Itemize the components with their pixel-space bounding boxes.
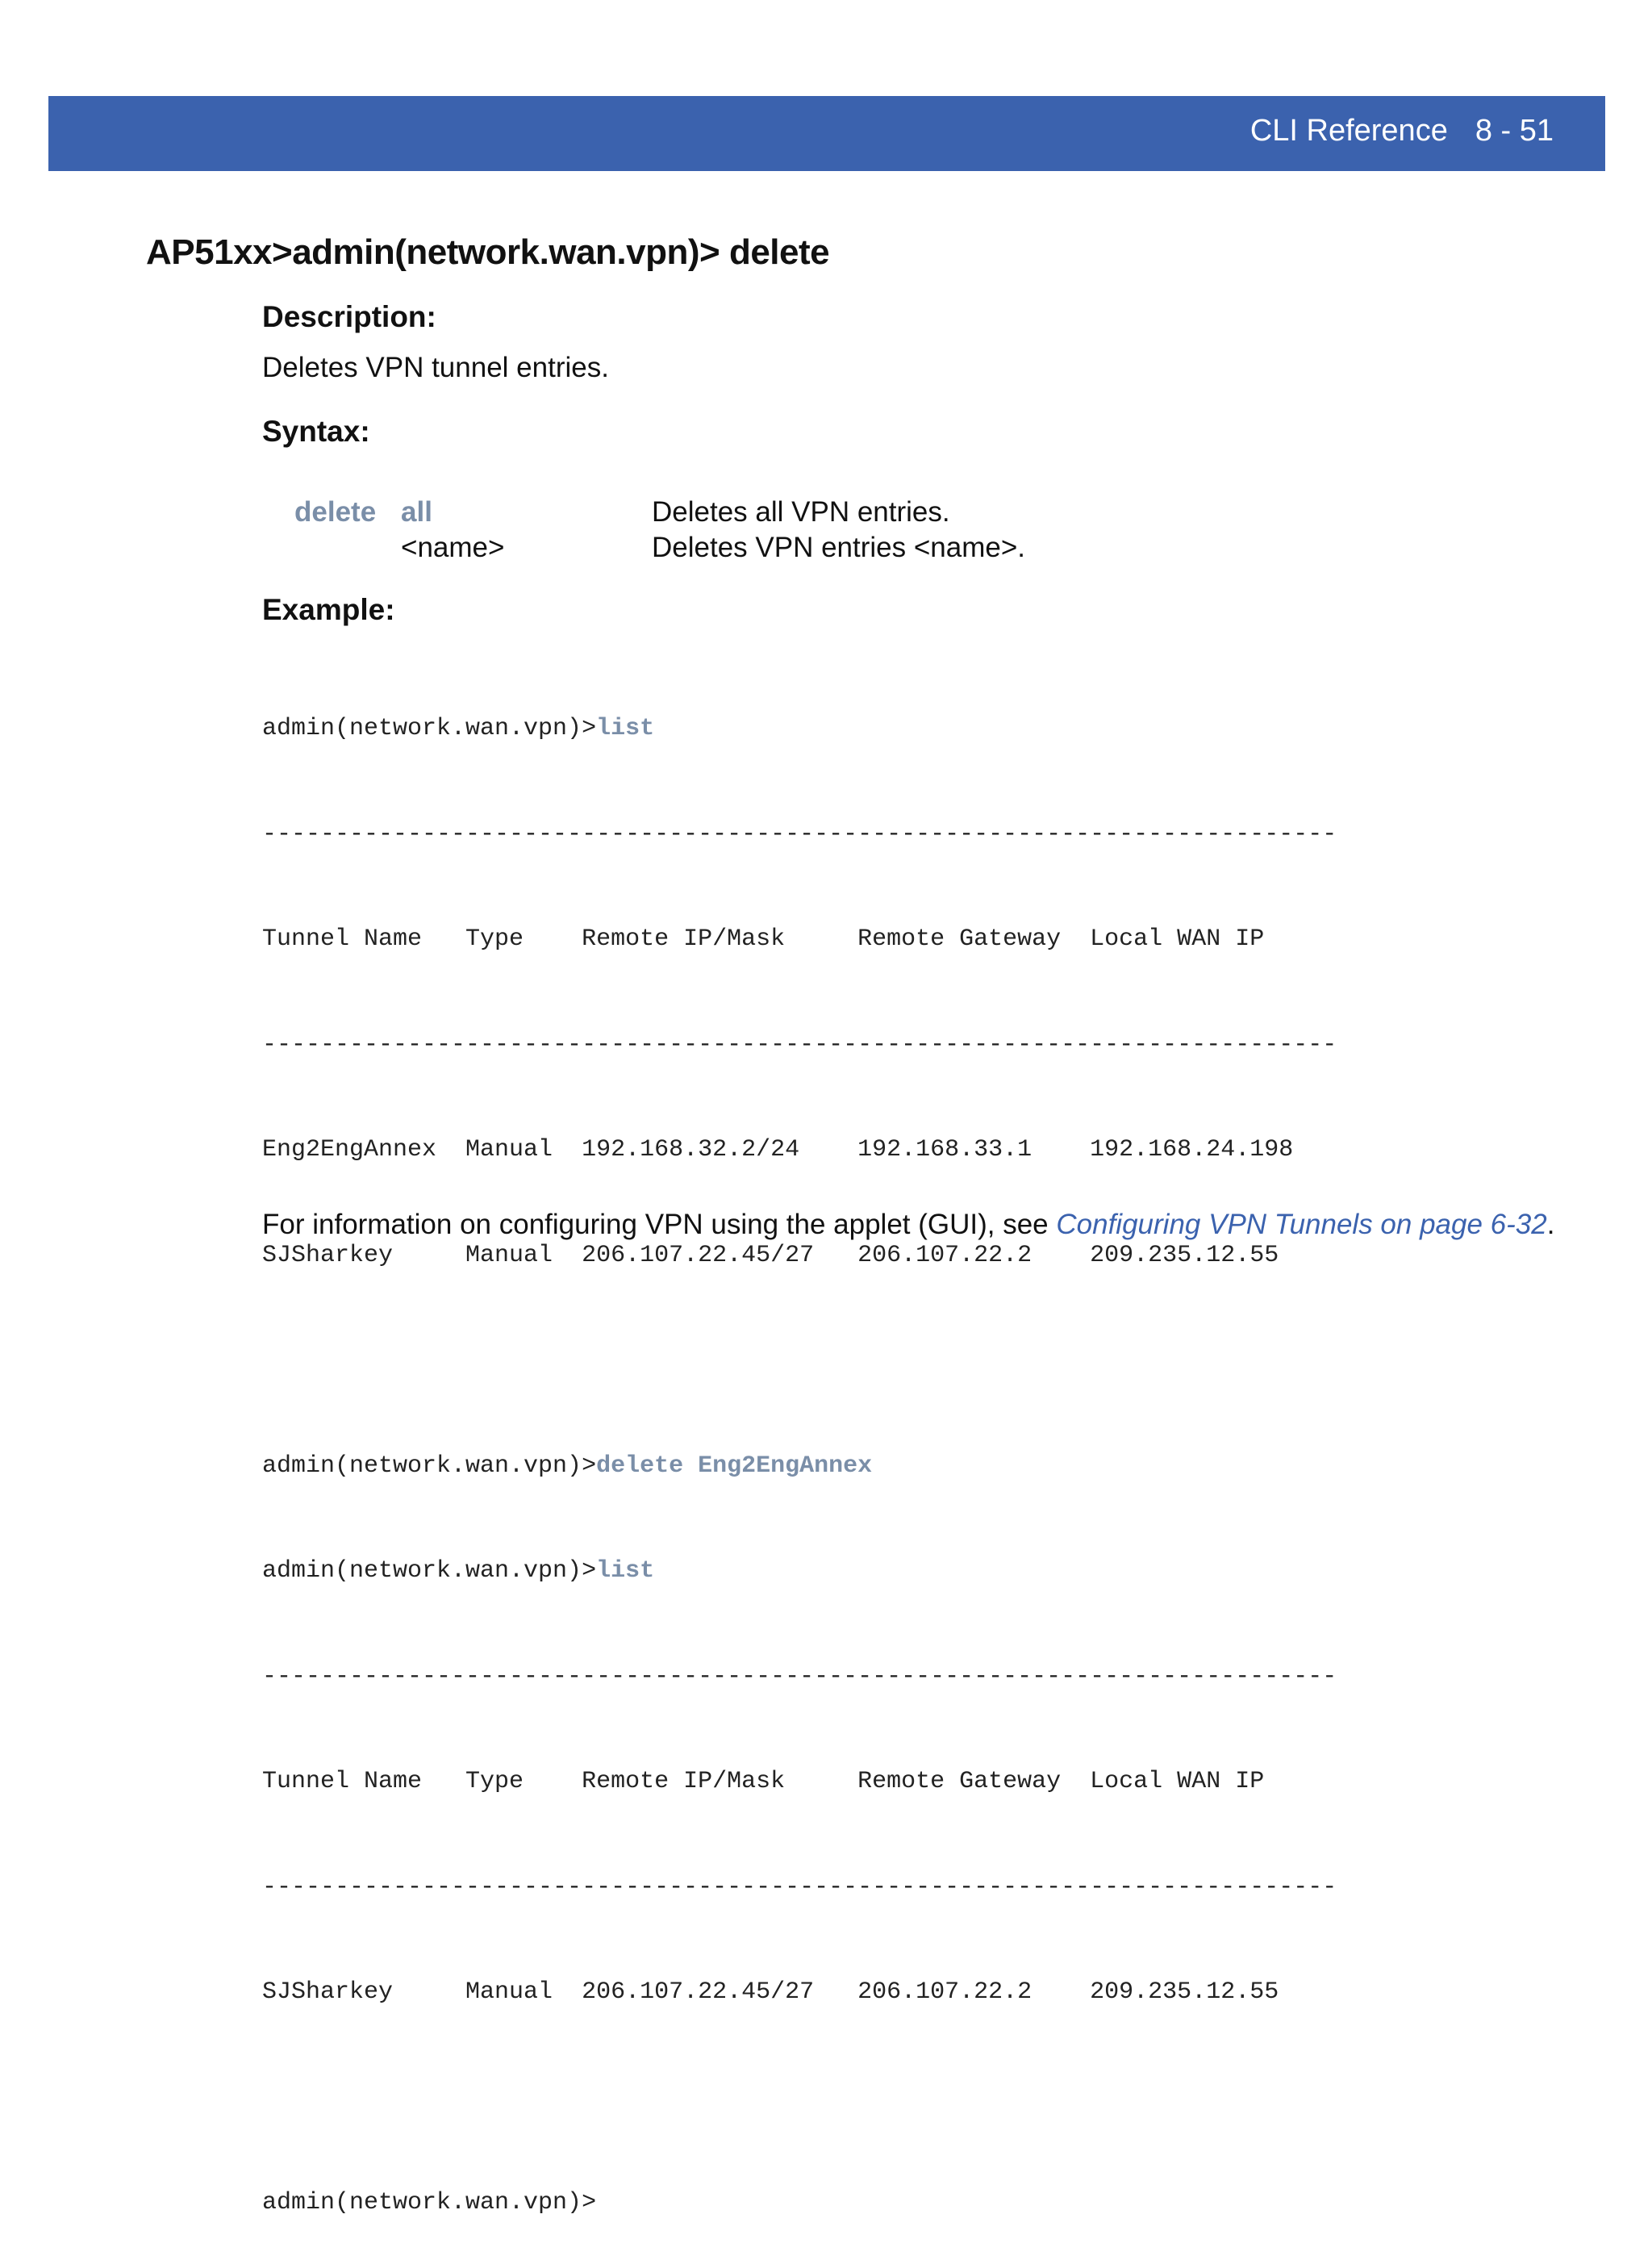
code-line-prompt-list: admin(network.wan.vpn)>list xyxy=(262,715,655,742)
syntax-param-all: all xyxy=(401,496,432,528)
code-table-header: Tunnel Name Type Remote IP/Mask Remote Gateway Local WAN IP xyxy=(262,925,1265,953)
footer-note xyxy=(262,1209,1554,1241)
page-header xyxy=(48,96,1605,171)
example-heading: Example: xyxy=(262,593,395,626)
header-section-title: CLI Reference xyxy=(1249,114,1448,148)
code-separator: -------------------------------------------------------------------------- xyxy=(262,1873,1337,1901)
cross-reference-link[interactable]: Configuring VPN Tunnels on page 6-32 xyxy=(1056,1209,1547,1240)
syntax-command: delete xyxy=(294,496,377,528)
code-line-prompt-list: admin(network.wan.vpn)>list xyxy=(262,1557,655,1585)
footer-note-text: For information on configuring VPN using the applet (GUI), see xyxy=(262,1209,1057,1240)
code-line-prompt-final: admin(network.wan.vpn)> xyxy=(262,2189,597,2216)
description-heading: Description: xyxy=(262,300,436,333)
syntax-desc-name: Deletes VPN entries <name>. xyxy=(652,532,1026,563)
code-separator: -------------------------------------------------------------------------- xyxy=(262,820,1337,848)
code-cmd-list: list xyxy=(596,715,655,742)
syntax-heading: Syntax: xyxy=(262,415,370,448)
example-code-block xyxy=(262,641,1337,2256)
code-table-row: SJSharkey Manual 206.107.22.45/27 206.107.22.2 209.235.12.55 xyxy=(262,1241,1279,1269)
header-page-number: 8 - 51 xyxy=(1475,114,1554,148)
code-cmd-list: list xyxy=(596,1557,655,1585)
code-table-header: Tunnel Name Type Remote IP/Mask Remote Gateway Local WAN IP xyxy=(262,1768,1265,1795)
code-table-row: Eng2EngAnnex Manual 192.168.32.2/24 192.168.33.1 192.168.24.198 xyxy=(262,1136,1294,1164)
syntax-desc-all: Deletes all VPN entries. xyxy=(652,496,950,528)
command-title: AP51xx>admin(network.wan.vpn)> delete xyxy=(146,232,830,272)
code-separator: -------------------------------------------------------------------------- xyxy=(262,1662,1337,1690)
description-text: Deletes VPN tunnel entries. xyxy=(262,352,609,383)
header-text xyxy=(1250,114,1554,148)
code-separator: -------------------------------------------------------------------------- xyxy=(262,1030,1337,1059)
code-blank-line xyxy=(262,2081,1337,2116)
code-blank-line xyxy=(262,1343,1337,1379)
code-line-prompt-delete: admin(network.wan.vpn)>delete Eng2EngAnnex xyxy=(262,1452,873,1480)
footer-note-end: . xyxy=(1546,1209,1555,1240)
code-cmd-delete: delete Eng2EngAnnex xyxy=(596,1452,873,1480)
syntax-param-name: <name> xyxy=(401,532,505,563)
code-table-row: SJSharkey Manual 206.107.22.45/27 206.107.22.2 209.235.12.55 xyxy=(262,1978,1279,2006)
